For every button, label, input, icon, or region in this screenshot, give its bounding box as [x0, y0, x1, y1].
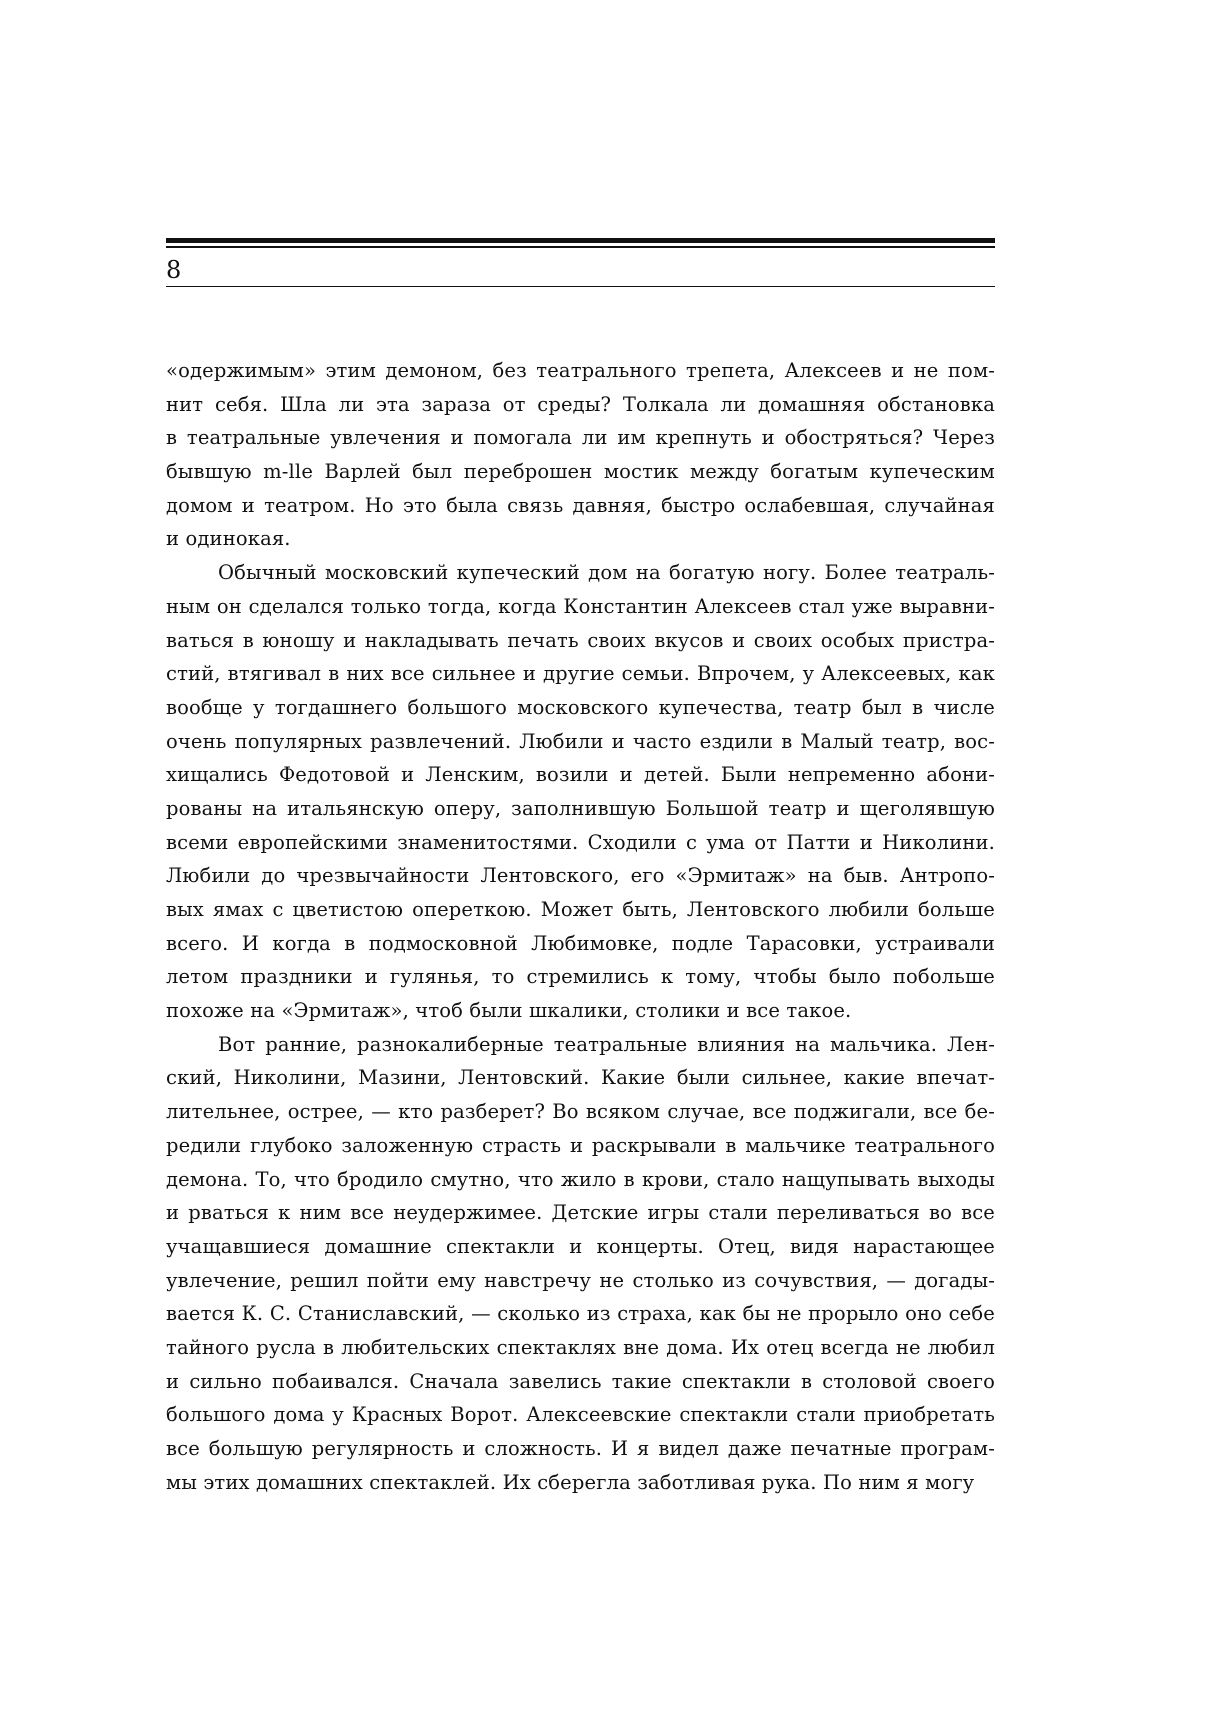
text-line: ваться в юношу и накладывать печать своих вкусов и своих особых пристра-: [166, 628, 995, 652]
text-line: всего. И когда в подмосковной Любимовке, подле Тарасовки, устраивали: [166, 931, 995, 955]
header-rule-thin: [166, 246, 995, 248]
text-line: демона. То, что бродило смутно, что жило в крови, стало нащупывать выходы: [166, 1167, 995, 1191]
text-line: бывшую m-lle Варлей был переброшен мостик между богатым купеческим: [166, 460, 995, 484]
text-line: и одинокая.: [166, 527, 291, 551]
text-line: увлечение, решил пойти ему навстречу не столько из сочувствия, — догады-: [166, 1268, 995, 1292]
body-text: [166, 354, 995, 1499]
text-line: ным он сделался только тогда, когда Константин Алексеев стал уже выравни-: [166, 594, 995, 618]
running-header: [166, 238, 995, 287]
text-line: все большую регулярность и сложность. И я видел даже печатные програм-: [166, 1437, 995, 1460]
text-line: большого дома у Красных Ворот. Алексеевские спектакли стали приобретать: [166, 1403, 995, 1427]
text-line: тайного русла в любительских спектаклях вне дома. Их отец всегда не любил: [166, 1335, 995, 1359]
text-line: вообще у тогдашнего большого московского купечества, театр был в числе: [166, 695, 995, 719]
text-line: очень популярных развлечений. Любили и часто ездили в Малый театр, вос-: [166, 729, 995, 753]
text-line: мы этих домашних спектаклей. Их сберегла заботливая рука. По ним я могу: [166, 1470, 975, 1494]
paragraph: [166, 556, 995, 1028]
text-line: в театральные увлечения и помогала ли им крепнуть и обостряться? Через: [166, 426, 995, 450]
text-line: лительнее, острее, — кто разберет? Во всяком случае, все поджигали, все бе-: [166, 1100, 995, 1124]
paragraph: [166, 354, 995, 556]
text-line: рованы на итальянскую оперу, заполнившую Большой театр и щеголявшую: [166, 796, 995, 820]
text-line: ский, Николини, Мазини, Лентовский. Какие были сильнее, какие впечат-: [166, 1066, 995, 1090]
text-line: стий, втягивал в них все сильнее и другие семьи. Впрочем, у Алексеевых, как: [166, 662, 995, 686]
text-line: домом и театром. Но это была связь давняя, быстро ослабевшая, случайная: [166, 493, 995, 517]
text-line: Обычный московский купеческий дом на богатую ногу. Более театраль-: [218, 561, 995, 585]
page-number: 8: [166, 256, 182, 284]
text-line: нит себя. Шла ли эта зараза от среды? Толкала ли домашняя обстановка: [166, 392, 995, 416]
text-line: Любили до чрезвычайности Лентовского, его «Эрмитаж» на быв. Антропо-: [166, 864, 995, 888]
text-line: хищались Федотовой и Ленским, возили и детей. Были непременно абони-: [166, 763, 995, 787]
text-line: «одержимым» этим демоном, без театрального трепета, Алексеев и не пом-: [166, 359, 995, 382]
text-line: редили глубоко заложенную страсть и раскрывали в мальчике театрального: [166, 1133, 995, 1157]
text-line: Вот ранние, разнокалиберные театральные влияния на мальчика. Лен-: [218, 1032, 995, 1056]
text-line: всеми европейскими знаменитостями. Сходили с ума от Патти и Николини.: [166, 830, 995, 854]
text-line: вых ямах с цветистою опереткою. Может быть, Лентовского любили больше: [166, 898, 995, 921]
text-line: летом праздники и гулянья, то стремились к тому, чтобы было побольше: [166, 965, 995, 989]
header-rule-bottom: [166, 286, 995, 287]
header-rule-thick: [166, 238, 995, 243]
text-line: похоже на «Эрмитаж», чтоб были шкалики, столики и все такое.: [166, 999, 852, 1023]
paragraph: [166, 1028, 995, 1500]
text-line: и рваться к ним все неудержимее. Детские игры стали переливаться во все: [166, 1201, 995, 1225]
text-line: вается К. С. Станиславский, — сколько из страха, как бы не прорыло оно себе: [166, 1302, 995, 1326]
text-line: учащавшиеся домашние спектакли и концерты. Отец, видя нарастающее: [166, 1234, 995, 1258]
text-line: и сильно побаивался. Сначала завелись такие спектакли в столовой своего: [166, 1369, 995, 1393]
